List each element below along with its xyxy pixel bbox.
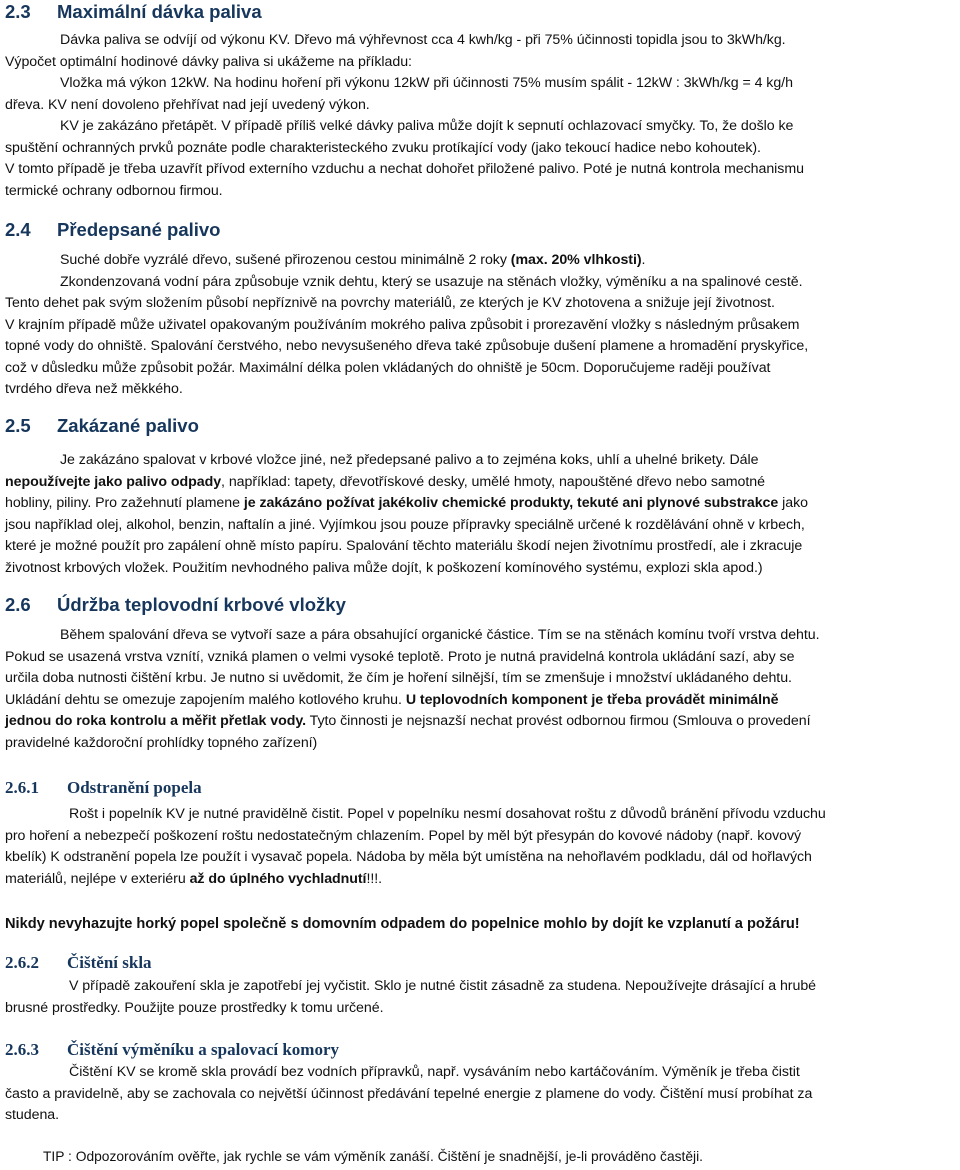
paragraph-text: Čištění KV se kromě skla provádí bez vodních přípravků, např. vysáváním nebo kartáčováním. Výměník je třeba čistit xyxy=(69,1064,800,1080)
section-title: Předepsané palivo xyxy=(57,219,221,240)
section-heading xyxy=(5,593,346,617)
paragraph-text: Vložka má výkon 12kW. Na hodinu hoření při výkonu 12kW při účinnosti 75% musím spálit - 12kW : 3kWh/kg = 4 kg/h xyxy=(60,75,793,91)
section-number: 2.5 xyxy=(5,415,31,436)
section-2-4 xyxy=(5,218,220,242)
section-2-5-body xyxy=(5,450,955,579)
tip-text: TIP : Odpozorováním ověřte, jak rychle se vám výměník zanáší. Čištění je snadnější, je-li prováděno častěji. xyxy=(43,1149,703,1164)
paragraph-text: Je zakázáno spalovat v krbové vložce jiné, než předepsané palivo a to zejména koks, uhlí a uhelné brikety. Dále xyxy=(60,452,759,468)
paragraph-text: , například: tapety, dřevotřískové desky, umělé hmoty, napouštěné dřevo nebo samotné xyxy=(221,473,765,490)
section-heading xyxy=(5,218,220,242)
paragraph-text: pravidelné každoroční prohlídky topného zařízení) xyxy=(5,734,318,751)
paragraph-text: často a pravidelně, aby se zachovala co největší účinnost předávání tepelné energie z plamene do vody. Čištění musí probíhat za xyxy=(5,1085,813,1102)
paragraph-text: V případě zakouření skla je zapotřebí jej vyčistit. Sklo je nutné čistit zásadně za studena. Nepoužívejte drásající a hrubé xyxy=(69,978,816,994)
paragraph-text: dřeva. KV není dovoleno přehřívat nad její uvedený výkon. xyxy=(5,96,370,113)
paragraph-text: V krajním případě může uživatel opakovaným používáním mokrého paliva způsobit i prorezavění vložky s následným průsakem xyxy=(5,316,800,333)
section-title: Čištění výměníku a spalovací komory xyxy=(67,1040,340,1059)
paragraph-text: životnost krbových vložek. Použitím nevhodného paliva může dojít, k poškození komínového systému, explozi skla apod.) xyxy=(5,559,763,576)
paragraph-text: Suché dobře vyzrálé dřevo, sušené přirozenou cestou minimálně 2 roky xyxy=(60,252,511,268)
warning-notice xyxy=(5,913,960,935)
paragraph-bold: nepoužívejte jako palivo odpady xyxy=(5,473,222,490)
section-title: Údržba teplovodní krbové vložky xyxy=(57,594,346,615)
paragraph-text: Rošt i popelník KV je nutné pravidělně čistit. Popel v popelníku nesmí dosahovat roštu z důvodů bránění přívodu vzduchu xyxy=(69,806,826,822)
paragraph-text: pro hoření a nebezpečí poškození roštu nedostatečným chlazením. Popel by měl být přesypán do kovové nádoby (např. kovový xyxy=(5,827,802,844)
paragraph-text: KV je zakázáno přetápět. xyxy=(60,118,218,134)
subsection-heading xyxy=(5,1039,339,1061)
section-heading xyxy=(5,0,262,24)
section-number: 2.3 xyxy=(5,1,31,22)
paragraph-text: spuštění ochranných prvků poznáte podle charakteristeckého zvuku protíkající vody (jako tekoucí hadice nebo kohoutek). xyxy=(5,139,761,156)
paragraph-bold: je zakázáno požívat jakékoliv chemické produkty, tekuté ani plynové substrakce xyxy=(243,495,779,511)
paragraph-text: Pokud se usazená vrstva vznítí, vzniká plamen o velmi vysoké teplotě. Proto je nutná pravidelná kontrola ukládání sazí, aby se xyxy=(5,648,795,665)
section-title: Maximální dávka paliva xyxy=(57,1,262,22)
paragraph-text: Ukládání dehtu se omezuje zapojením malého kotlového kruhu. xyxy=(5,691,406,708)
section-title: Odstranění popela xyxy=(67,778,202,797)
section-2-6-3 xyxy=(5,1039,339,1061)
paragraph-text: Tyto činnosti je nejsnazší nechat provést odbornou firmou (Smlouva o provedení xyxy=(306,713,811,729)
section-2-3 xyxy=(5,0,262,24)
section-number: 2.6.3 xyxy=(5,1040,39,1059)
warning-text: Nikdy nevyhazujte horký popel společně s domovním odpadem do popelnice mohlo by dojít ke vzplanutí a požáru! xyxy=(5,916,800,932)
paragraph-text: Dávka paliva se odvíjí od výkonu KV. Dřevo má výhřevnost cca 4 kwh/kg - při 75% účinnosti topidla jsou to 3kWh/kg. xyxy=(60,32,786,48)
section-2-3-body xyxy=(5,30,955,202)
paragraph-text: které je možné použít pro zapálení ohně místo papíru. Spalování těchto materiálu škodí nejen životnímu prostředí, ale i zkracuje xyxy=(5,538,803,554)
section-2-6-3-body xyxy=(5,1062,955,1127)
paragraph-text: !!!. xyxy=(366,870,383,887)
paragraph-text: tvrdého dřeva než měkkého. xyxy=(5,381,183,397)
paragraph-text: materiálů, nejlépe v exteriéru xyxy=(5,870,190,887)
paragraph-text: což v důsledku může způsobit požár. Maximální délka polen vkládaných do ohniště je 50cm. Doporučujeme raději používat xyxy=(5,359,771,376)
paragraph-text: Výpočet optimální hodinové dávky paliva si ukážeme na příkladu: xyxy=(5,53,412,70)
paragraph-text: Tento dehet pak svým složením působí nepříznivě na povrchy materiálů, ze kterých je KV zhotovena a snižuje její životnost. xyxy=(5,295,775,311)
paragraph-text: V případě příliš velké dávky paliva může dojít k sepnutí ochlazovací smyčky. To, že došlo ke xyxy=(217,118,794,134)
paragraph-text: Během spalování dřeva se vytvoří saze a pára obsahující organické částice. Tím se na stěnách komínu tvoří vrstva dehtu. xyxy=(60,627,820,643)
paragraph-text: termické ochrany odbornou firmou. xyxy=(5,182,223,199)
paragraph-text: určila doba nutnosti čištění krbu. Je nutno si uvědomit, že čím je hoření silnější, tím se zmenšuje i množství ukládaného dehtu. xyxy=(5,670,792,686)
subsection-heading xyxy=(5,952,152,974)
paragraph-text: hobliny, piliny. Pro zažehnutí plamene xyxy=(5,495,244,511)
section-2-6 xyxy=(5,593,346,617)
section-number: 2.6.2 xyxy=(5,953,39,972)
section-2-6-2-body xyxy=(5,976,955,1019)
section-number: 2.6 xyxy=(5,594,31,615)
subsection-heading xyxy=(5,777,202,799)
paragraph-bold: (max. 20% vlhkosti) xyxy=(510,252,642,268)
section-title: Čištění skla xyxy=(67,953,152,972)
paragraph-text: Zkondenzovaná vodní pára způsobuje vznik dehtu, který se usazuje na stěnách vložky, výměníku a na spalinové cestě. xyxy=(60,273,803,290)
paragraph-text: . xyxy=(641,252,646,268)
paragraph-bold: až do úplného vychladnutí xyxy=(189,870,367,887)
section-2-6-2 xyxy=(5,952,152,974)
paragraph-text: studena. xyxy=(5,1107,60,1123)
section-number: 2.4 xyxy=(5,219,31,240)
paragraph-text: jsou například olej, alkohol, benzin, naftalín a jiné. Vyjímkou jsou pouze přípravky speciálně určené k rozdělávání ohně v krbech, xyxy=(5,516,805,533)
section-2-4-body xyxy=(5,250,955,401)
paragraph-bold: U teplovodních komponent je třeba provádět minimálně xyxy=(405,691,779,708)
paragraph-bold: jednou do roka kontrolu a měřit přetlak vody. xyxy=(5,713,306,729)
section-2-5 xyxy=(5,414,199,438)
section-heading xyxy=(5,414,199,438)
paragraph-text: topné vody do ohniště. Spalování čerstvého, nebo nevysušeného dřeva také způsobuje dušení plamene a hromadění pryskyřice, xyxy=(5,338,809,354)
paragraph-text: brusné prostředky. Použijte pouze prostředky k tomu určené. xyxy=(5,999,384,1016)
section-number: 2.6.1 xyxy=(5,778,39,797)
paragraph-text: jako xyxy=(778,495,808,511)
section-title: Zakázané palivo xyxy=(57,415,199,436)
section-2-6-body xyxy=(5,625,955,754)
tip-note xyxy=(5,1147,955,1167)
paragraph-text: V tomto případě je třeba uzavřít přívod externího vzduchu a nechat dohořet přiložené palivo. Poté je nutná kontrola mechanismu xyxy=(5,161,804,177)
section-2-6-1 xyxy=(5,777,202,799)
paragraph-text: kbelík) K odstranění popela lze použít i vysavač popela. Nádoba by měla být umístěna na nehořlavém podkladu, dál od hořlavých xyxy=(5,849,812,865)
section-2-6-1-body xyxy=(5,804,955,890)
